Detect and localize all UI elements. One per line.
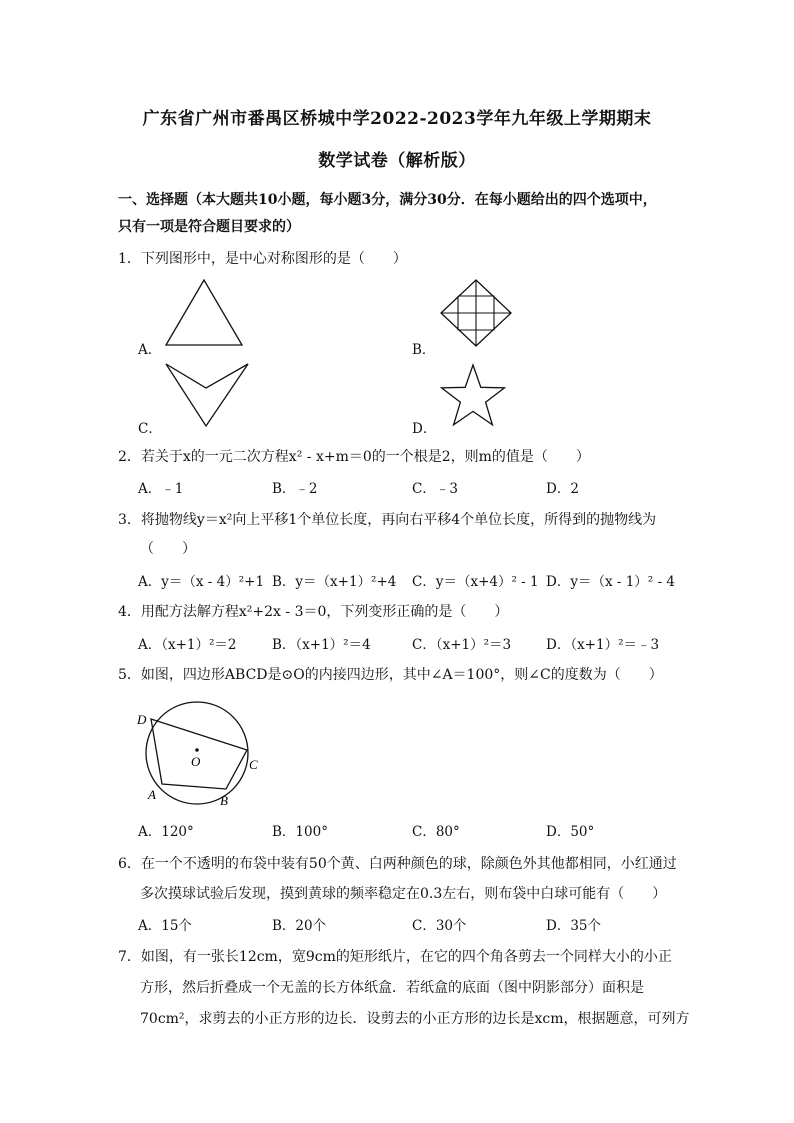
q6-option-a: A．15个	[138, 918, 192, 934]
q5-label-b: B	[220, 793, 228, 808]
q6-option-d: D．35个	[546, 918, 602, 934]
q5-option-a: A．120°	[138, 824, 194, 840]
q1-star-figure	[438, 362, 508, 430]
q5-option-c: C．80°	[412, 824, 460, 840]
q6-option-b: B．20个	[272, 918, 327, 934]
question-1-stem: 1．下列图形中，是中心对称图形的是（ ）	[118, 251, 407, 267]
q2-option-b: B．﹣2	[272, 481, 318, 497]
q1-option-a-label: A．	[138, 342, 162, 358]
q1-option-d-label: D．	[412, 421, 437, 437]
question-2-stem: 2．若关于x的一元二次方程x² - x+m＝0的一个根是2，则m的值是（ ）	[118, 449, 590, 465]
q2-option-a: A．﹣1	[138, 481, 184, 497]
q5-label-o: O	[191, 754, 201, 769]
q5-label-d: D	[137, 712, 147, 727]
q5-option-d: D．50°	[546, 824, 595, 840]
question-7-stem-cont1: 方形，然后折叠成一个无盖的长方体纸盒．若纸盒的底面（图中阴影部分）面积是	[140, 980, 644, 996]
question-6-stem: 6．在一个不透明的布袋中装有50个黄、白两种颜色的球，除颜色外其他都相同，小红通过	[118, 856, 677, 872]
q5-label-c: C	[249, 757, 258, 772]
exam-title-line2: 数学试卷（解析版）	[318, 151, 476, 171]
q4-option-c: C．（x+1）²＝3	[412, 637, 512, 653]
question-5-stem: 5．如图，四边形ABCD是⊙O的内接四边形，其中∠A＝100°，则∠C的度数为（ ）	[118, 667, 663, 683]
q4-option-d: D．（x+1）²＝﹣3	[546, 637, 660, 653]
q4-option-a: A．（x+1）²＝2	[138, 637, 237, 653]
q1-pinwheel-square-figure	[438, 278, 518, 350]
q3-option-d: D．y＝（x - 1）² - 4	[546, 574, 675, 590]
question-7-stem-cont2: 70cm²，求剪去的小正方形的边长．设剪去的小正方形的边长是xcm，根据题意，可列方	[140, 1011, 690, 1027]
section-heading-line1: 一、选择题（本大题共10小题，每小题3分，满分30分．在每小题给出的四个选项中，	[118, 192, 657, 208]
question-6-stem-cont: 多次摸球试验后发现，摸到黄球的频率稳定在0.3左右，则布袋中白球可能有（ ）	[140, 886, 667, 902]
q4-option-b: B．（x+1）²＝4	[272, 637, 371, 653]
question-3-stem-cont: （ ）	[140, 541, 196, 557]
q6-option-c: C．30个	[412, 918, 467, 934]
question-4-stem: 4．用配方法解方程x²+2x - 3＝0，下列变形正确的是（ ）	[118, 604, 509, 620]
question-7-stem: 7．如图，有一张长12cm，宽9cm的矩形纸片，在它的四个角各剪去一个同样大小的小正	[118, 949, 672, 965]
q3-option-b: B．y＝（x+1）²+4	[272, 574, 397, 590]
q1-option-c-label: C．	[138, 421, 162, 437]
q1-option-b-label: B．	[412, 342, 436, 358]
q2-option-d: D．2	[546, 481, 579, 497]
q3-option-c: C．y＝（x+4）² - 1	[412, 574, 539, 590]
question-3-stem: 3．将抛物线y＝x²向上平移1个单位长度，再向右平移4个单位长度，所得到的抛物线为	[118, 512, 657, 528]
exam-title-line1: 广东省广州市番禺区桥城中学2022-2023学年九年级上学期期末	[142, 109, 652, 129]
q5-inscribed-quadrilateral-figure	[134, 700, 264, 812]
q1-triangle-figure	[160, 275, 250, 350]
q2-option-c: C．﹣3	[412, 481, 458, 497]
q5-label-a: A	[148, 787, 156, 802]
q5-option-b: B．100°	[272, 824, 328, 840]
section-heading-line2: 只有一项是符合题目要求的）	[118, 219, 300, 235]
q3-option-a: A．y＝（x - 4）²+1	[138, 574, 265, 590]
q1-chevron-figure	[162, 360, 254, 430]
